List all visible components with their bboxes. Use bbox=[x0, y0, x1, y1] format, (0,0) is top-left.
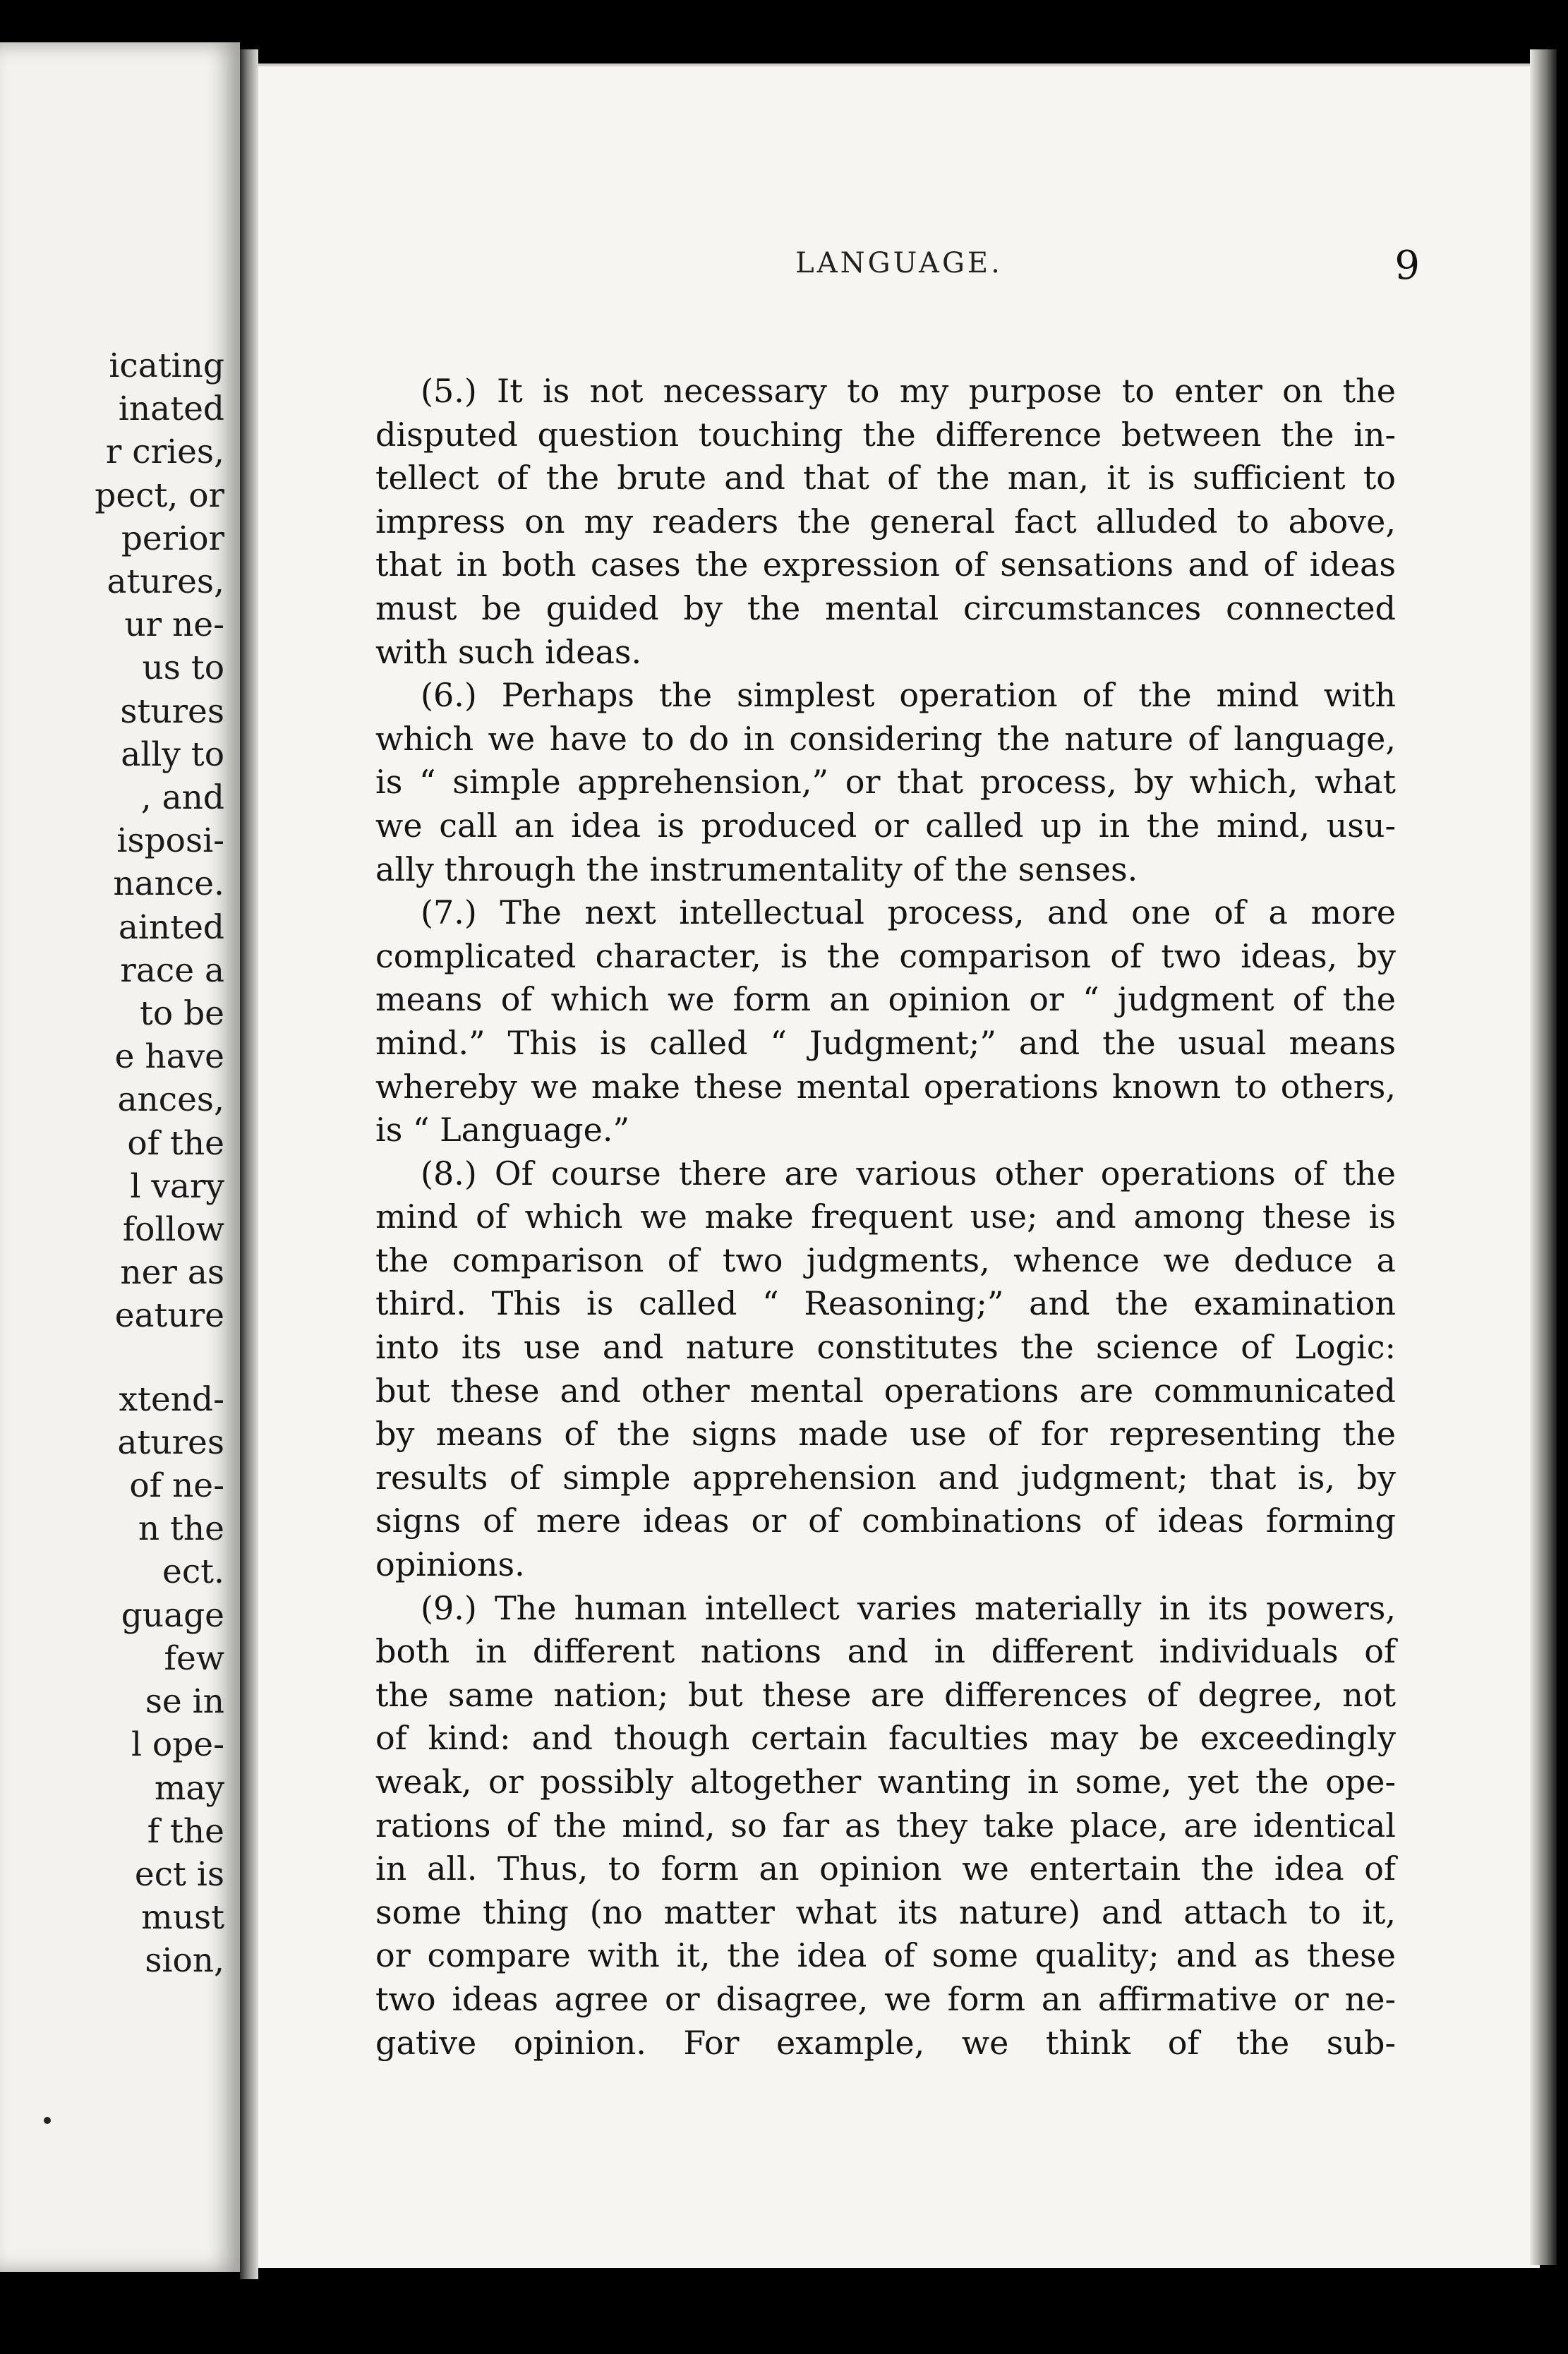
left-page-line: few bbox=[164, 1638, 224, 1678]
running-head-title: LANGUAGE. bbox=[795, 247, 1003, 279]
body-line: mind of which we make frequent use; and among these is bbox=[375, 1197, 1396, 1236]
body-line: that in both cases the expression of sensations and of ideas bbox=[375, 545, 1396, 584]
body-line: means of which we form an opinion or “ judgment of the bbox=[375, 980, 1396, 1019]
body-line: must be guided by the mental circumstances connected bbox=[375, 588, 1396, 627]
left-page-line: atures, bbox=[107, 562, 224, 602]
body-line: is “ simple apprehension,” or that process, by which, what bbox=[375, 763, 1396, 802]
left-page-line: of the bbox=[127, 1123, 224, 1163]
left-page-line: se in bbox=[145, 1682, 224, 1722]
body-line: the comparison of two judgments, whence we deduce a bbox=[375, 1241, 1396, 1279]
body-line: two ideas agree or disagree, we form an affirmative or ne- bbox=[375, 1979, 1396, 2018]
left-page-line: atures bbox=[117, 1423, 224, 1462]
ink-speck bbox=[44, 2117, 51, 2124]
left-page-line: l vary bbox=[130, 1166, 224, 1206]
page-number: 9 bbox=[1394, 243, 1420, 289]
left-page-line: ect. bbox=[162, 1552, 224, 1592]
body-text bbox=[375, 370, 1396, 2065]
left-page-line: sion, bbox=[145, 1941, 224, 1981]
left-page-line: ur ne- bbox=[124, 605, 224, 645]
right-page bbox=[258, 64, 1540, 2268]
left-page-line: ect is bbox=[134, 1854, 224, 1894]
body-line: impress on my readers the general fact alluded to above, bbox=[375, 502, 1396, 541]
body-line: or compare with it, the idea of some quality; and as these bbox=[375, 1936, 1396, 1975]
left-page-line: n the bbox=[138, 1509, 224, 1549]
left-page-line: ally to bbox=[121, 735, 224, 774]
body-line: results of simple apprehension and judgment; that is, by bbox=[375, 1458, 1396, 1497]
left-page-line: stures bbox=[120, 692, 224, 731]
left-page-line: f the bbox=[147, 1811, 224, 1851]
body-line: gative opinion. For example, we think of the sub- bbox=[375, 2023, 1396, 2062]
left-page-line: pect, or bbox=[95, 476, 224, 515]
body-line: of kind: and though certain faculties may be exceedingly bbox=[375, 1719, 1396, 1758]
body-line: we call an idea is produced or called up in the mind, usu- bbox=[375, 806, 1396, 845]
left-page-line: nance. bbox=[113, 864, 224, 904]
body-line: by means of the signs made use of for representing the bbox=[375, 1415, 1396, 1454]
body-line: (9.) The human intellect varies materially in its powers, bbox=[421, 1588, 1396, 1627]
body-line: in all. Thus, to form an opinion we entertain the idea of bbox=[375, 1849, 1396, 1888]
left-page-line: to be bbox=[139, 994, 224, 1034]
left-page-line bbox=[95, 1338, 224, 1378]
body-line: but these and other mental operations are communicated bbox=[375, 1371, 1396, 1410]
body-line: (6.) Perhaps the simplest operation of the mind with bbox=[421, 676, 1396, 715]
body-line: rations of the mind, so far as they take place, are identical bbox=[375, 1806, 1396, 1845]
body-line: ally through the instrumentality of the senses. bbox=[375, 850, 1138, 888]
body-line: some thing (no matter what its nature) and attach to it, bbox=[375, 1893, 1396, 1931]
body-line: signs of mere ideas or of combinations of ideas forming bbox=[375, 1502, 1396, 1540]
left-page bbox=[0, 42, 240, 2272]
left-page-line: us to bbox=[142, 648, 224, 688]
body-line: opinions. bbox=[375, 1545, 525, 1584]
left-page-line: e have bbox=[114, 1037, 224, 1077]
body-line: into its use and nature constitutes the science of Logic: bbox=[375, 1328, 1396, 1367]
body-line: the same nation; but these are differences of degree, not bbox=[375, 1675, 1396, 1714]
left-page-line: , and bbox=[140, 778, 224, 818]
body-line: with such ideas. bbox=[375, 632, 642, 671]
left-page-line: isposi- bbox=[116, 821, 224, 861]
left-page-line: ner as bbox=[120, 1253, 224, 1293]
body-line: disputed question touching the difference between the in- bbox=[375, 415, 1396, 454]
left-page-line: may bbox=[154, 1768, 224, 1808]
left-page-line: icating bbox=[109, 346, 224, 385]
body-line: is “ Language.” bbox=[375, 1111, 629, 1149]
running-head bbox=[258, 243, 1540, 289]
body-line: mind.” This is called “ Judgment;” and the usual means bbox=[375, 1023, 1396, 1062]
left-page-line: must bbox=[141, 1898, 224, 1938]
book-gutter bbox=[240, 49, 258, 2279]
left-page-line: follow bbox=[122, 1210, 224, 1250]
left-page-text bbox=[95, 344, 224, 1983]
left-page-line: l ope- bbox=[131, 1725, 224, 1765]
body-line: which we have to do in considering the nature of language, bbox=[375, 719, 1396, 758]
body-line: complicated character, is the comparison of two ideas, by bbox=[375, 936, 1396, 975]
body-line: whereby we make these mental operations known to others, bbox=[375, 1067, 1396, 1106]
left-page-line: eature bbox=[114, 1296, 224, 1336]
left-page-line: perior bbox=[121, 519, 224, 558]
page-edge bbox=[1530, 49, 1557, 2265]
body-line: third. This is called “ Reasoning;” and the examination bbox=[375, 1284, 1396, 1323]
left-page-line: xtend- bbox=[119, 1380, 224, 1419]
left-page-line: guage bbox=[121, 1595, 224, 1635]
left-page-line: of ne- bbox=[129, 1466, 224, 1506]
body-line: (7.) The next intellectual process, and one of a more bbox=[421, 893, 1396, 932]
body-line: weak, or possibly altogether wanting in some, yet the ope- bbox=[375, 1763, 1396, 1801]
body-line: both in different nations and in different individuals of bbox=[375, 1632, 1396, 1671]
left-page-line: r cries, bbox=[105, 433, 224, 472]
left-page-line: inated bbox=[118, 390, 224, 429]
body-line: (8.) Of course there are various other operations of the bbox=[421, 1154, 1396, 1193]
body-line: tellect of the brute and that of the man, it is sufficient to bbox=[375, 459, 1396, 497]
left-page-line: ances, bbox=[117, 1080, 224, 1120]
left-page-line: ainted bbox=[118, 907, 224, 947]
body-line: (5.) It is not necessary to my purpose to enter on the bbox=[421, 372, 1396, 410]
left-page-line: race a bbox=[120, 950, 224, 990]
